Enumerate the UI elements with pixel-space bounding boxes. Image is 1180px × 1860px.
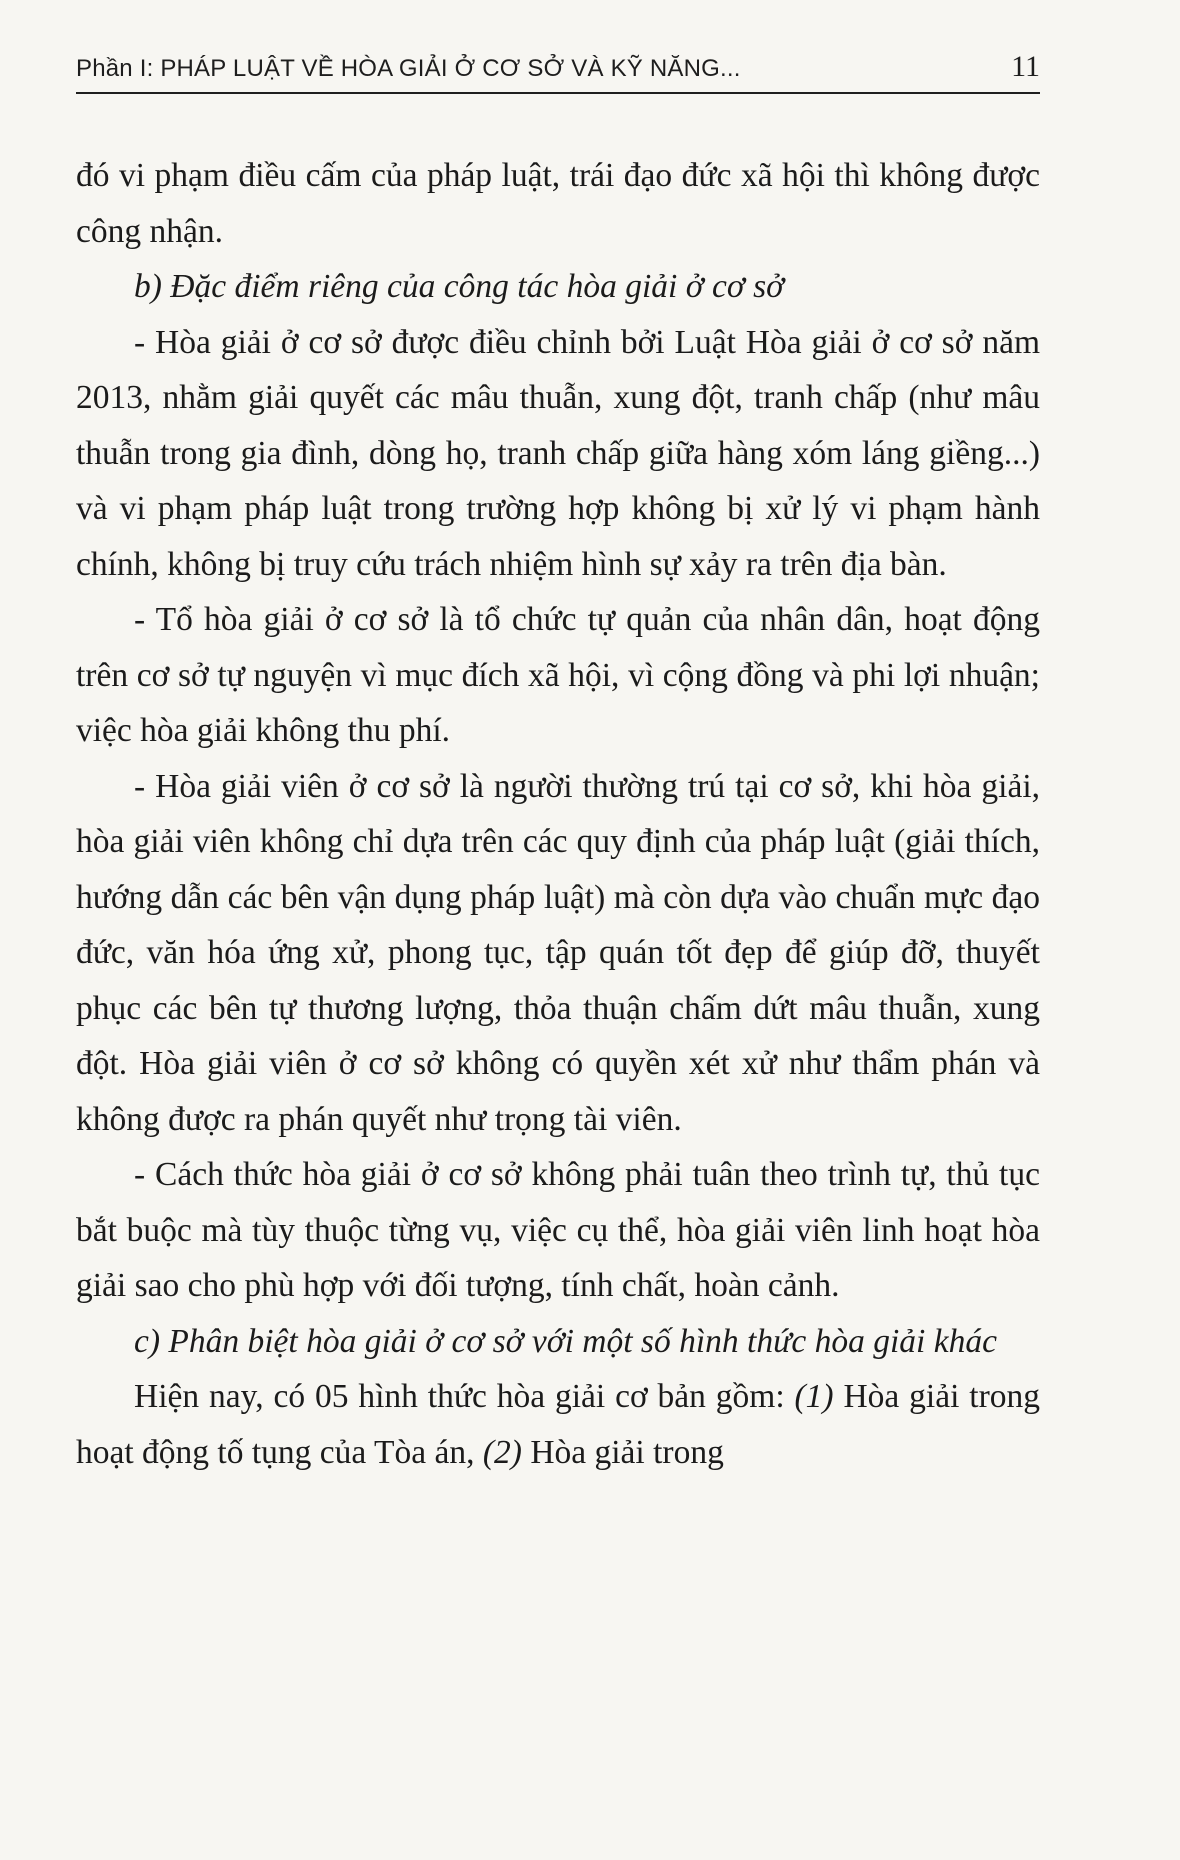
paragraph: - Cách thức hòa giải ở cơ sở không phải tuân theo trình tự, thủ tục bắt buộc mà tùy thuộc từng vụ, việc cụ thể, hòa giải viên linh hoạt hòa giải sao cho phù hợp với đối tượng, tính chất, hoàn cảnh. bbox=[76, 1156, 1040, 1304]
paragraph: - Hòa giải viên ở cơ sở là người thường trú tại cơ sở, khi hòa giải, hòa giải viên không chỉ dựa trên các quy định của pháp luật (giải thích, hướng dẫn các bên vận dụng pháp luật) mà còn dựa vào chuẩn mực đạo đức, văn hóa ứng xử, phong tục, tập quán tốt đẹp để giúp đỡ, thuyết phục các bên tự thương lượng, thỏa thuận chấm dứt mâu thuẫn, xung đột. Hòa giải viên ở cơ sở không có quyền xét xử như thẩm phán và không được ra phán quyết như trọng tài viên. bbox=[76, 767, 1040, 1138]
section-heading-b: b) Đặc điểm riêng của công tác hòa giải ở cơ sở bbox=[134, 268, 784, 305]
running-title: Phần I: PHÁP LUẬT VỀ HÒA GIẢI Ở CƠ SỞ VÀ KỸ NĂNG... bbox=[76, 55, 741, 82]
running-header bbox=[76, 50, 1040, 94]
section-heading-c: c) Phân biệt hòa giải ở cơ sở với một số hình thức hòa giải khác bbox=[134, 1322, 997, 1360]
text-run: Hòa giải trong hoạt động tố tụng của Tòa án, bbox=[76, 1378, 1040, 1471]
paragraph: - Hòa giải ở cơ sở được điều chỉnh bởi Luật Hòa giải ở cơ sở năm 2013, nhằm giải quyết các mâu thuẫn, xung đột, tranh chấp (như mâu thuẫn trong gia đình, dòng họ, tranh chấp giữa hàng xóm láng giềng...) và vi phạm pháp luật trong trường hợp không bị xử lý vi phạm hành chính, không bị truy cứu trách nhiệm hình sự xảy ra trên địa bàn. bbox=[76, 323, 1040, 583]
paragraph-final bbox=[76, 1369, 1040, 1480]
paragraph: - Tổ hòa giải ở cơ sở là tổ chức tự quản của nhân dân, hoạt động trên cơ sở tự nguyện vì mục đích xã hội, vì cộng đồng và phi lợi nhuận; việc hòa giải không thu phí. bbox=[76, 601, 1040, 749]
item-number: (2) bbox=[482, 1433, 522, 1471]
body-text bbox=[76, 148, 1040, 1480]
paragraph-continuation: đó vi phạm điều cấm của pháp luật, trái đạo đức xã hội thì không được công nhận. bbox=[76, 157, 1040, 250]
page-number: 11 bbox=[1011, 50, 1040, 83]
text-run: Hiện nay, có 05 hình thức hòa giải cơ bản gồm: bbox=[134, 1378, 795, 1415]
text-run: Hòa giải trong bbox=[521, 1433, 724, 1471]
item-number: (1) bbox=[794, 1378, 834, 1415]
